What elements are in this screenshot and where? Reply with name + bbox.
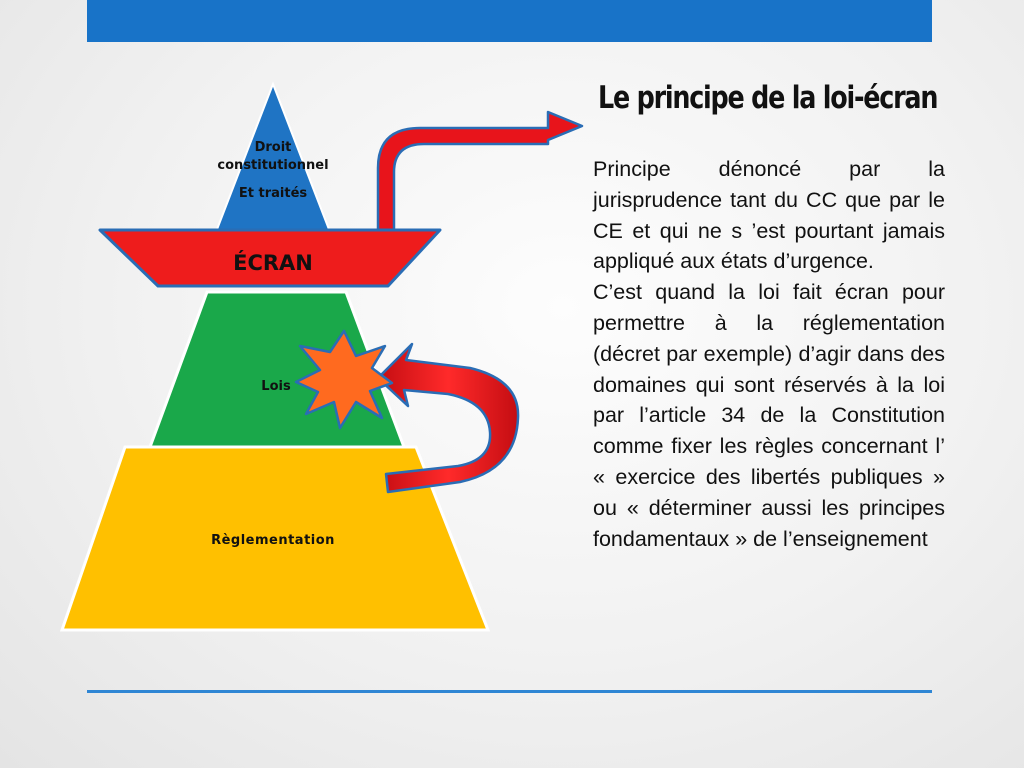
- explanation-paragraph-2: C’est quand la loi fait écran pour permettre à la réglementation (décret par exemple) d’agir dans des domaines qui sont réservés à la loi par l’article 34 de la Constitution comme fixer les règles concernant l’ « exercice des libertés publiques » ou « déterminer aussi les principes fondamentaux » de l’enseignement: [593, 280, 945, 551]
- explanation-paragraph-1: Principe dénoncé par la jurisprudence tant du CC que par le CE et qui ne s ’est pourtant jamais appliqué aux états d’urgence.: [593, 157, 945, 274]
- slide-title: Le principe de la loi-écran: [598, 80, 938, 116]
- bottom-divider: [87, 690, 932, 693]
- ecran-label: ÉCRAN: [233, 251, 313, 275]
- top-tier-label-line2: constitutionnel: [217, 158, 329, 173]
- screen-to-title-arrow: [378, 112, 582, 232]
- explanation-text: [593, 154, 945, 554]
- top-tier-label-line1: Droit: [254, 140, 292, 155]
- top-tier-label-line3: Et traités: [238, 186, 308, 201]
- lois-label: Lois: [261, 379, 291, 394]
- reglementation-label: Règlementation: [211, 533, 335, 548]
